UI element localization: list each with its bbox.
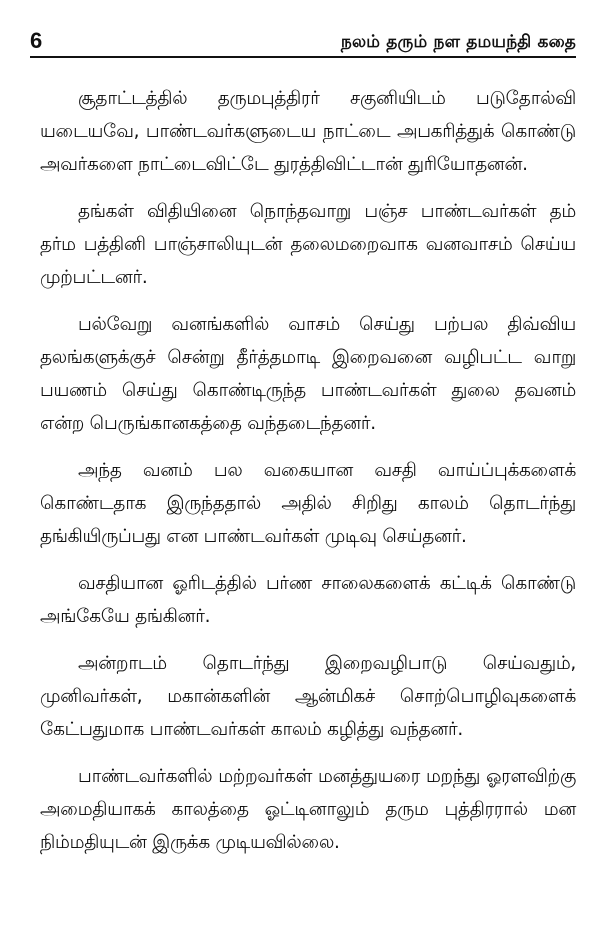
paragraph-4: அந்த வனம் பல வகையான வசதி வாய்ப்புக்களைக் கொண்டதாக இருந்ததால் அதில் சிறிது காலம் தொடர்ந்து தங்கியிருப்பது என பாண்டவர்கள் முடிவு செய்தனர்.: [40, 460, 576, 547]
paragraph-5: வசதியான ஓரிடத்தில் பர்ண சாலைகளைக் கட்டிக் கொண்டு அங்கேயே தங்கினர்.: [40, 573, 576, 627]
paragraph-7: பாண்டவர்களில் மற்றவர்கள் மனத்துயரை மறந்து ஓரளவிற்கு அமைதியாகக் காலத்தை ஓட்டினாலும் தரும புத்திரரால் மன நிம்மதியுடன் இருக்க முடியவில்லை.: [40, 766, 576, 853]
body-text: [40, 82, 576, 873]
paragraph-3: பல்வேறு வனங்களில் வாசம் செய்து பற்பல திவ்விய தலங்களுக்குச் சென்று தீர்த்தமாடி இறைவனை வழிபட்ட வாறு பயணம் செய்து கொண்டிருந்த பாண்டவர்கள் துலை தவனம் என்ற பெருங்கானகத்தை வந்தடைந்தனர்.: [40, 314, 576, 434]
running-title: நலம் தரும் நள தமயந்தி கதை: [340, 32, 576, 52]
paragraph-1: சூதாட்டத்தில் தருமபுத்திரர் சகுனியிடம் படுதோல்வி யடையவே, பாண்டவர்களுடைய நாட்டை அபகரித்துக் கொண்டு அவர்களை நாட்டைவிட்டே துரத்திவிட்டான் துரியோதனன்.: [40, 88, 576, 175]
page-number: 6: [30, 28, 43, 53]
paragraph-2: தங்கள் விதியினை நொந்தவாறு பஞ்ச பாண்டவர்கள் தம் தர்ம பத்தினி பாஞ்சாலியுடன் தலைமறைவாக வனவாசம் செய்ய முற்பட்டனர்.: [40, 201, 576, 288]
paragraph-6: அன்றாடம் தொடர்ந்து இறைவழிபாடு செய்வதும், முனிவர்கள், மகான்களின் ஆன்மிகச் சொற்பொழிவுகளைக் கேட்பதுமாக பாண்டவர்கள் காலம் கழித்து வந்தனர்.: [40, 653, 576, 740]
page-header: [30, 24, 576, 58]
